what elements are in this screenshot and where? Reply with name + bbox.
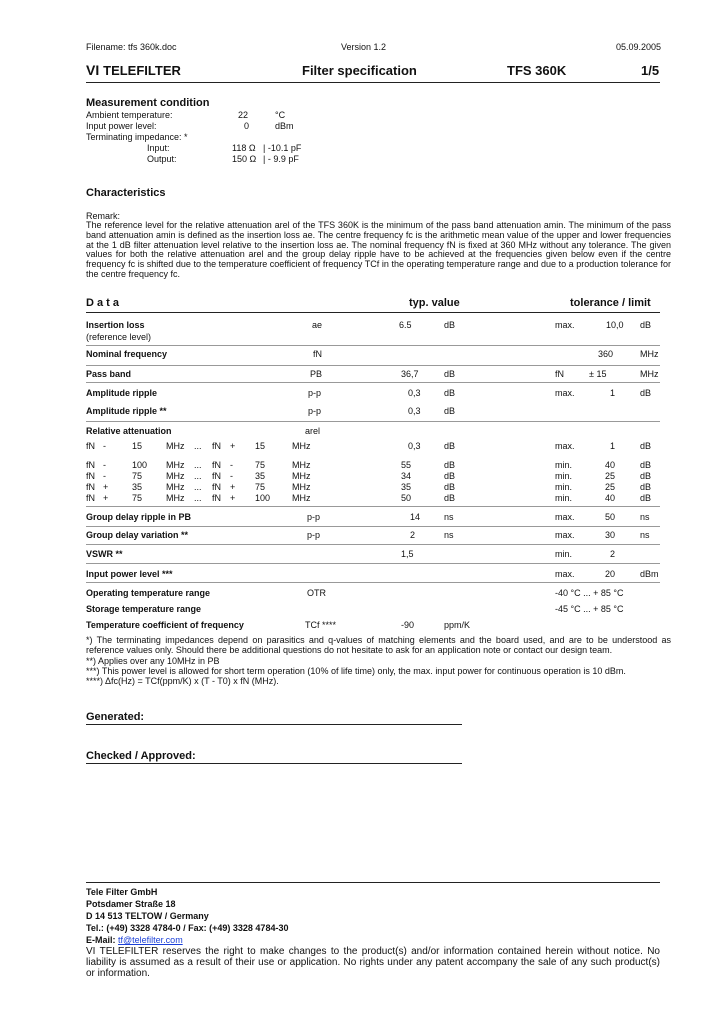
rel-atten-op1: -	[103, 441, 106, 451]
rel-atten-u2: MHz	[292, 482, 311, 492]
rel-atten-op2: -	[230, 460, 233, 470]
rel-atten-b: fN	[212, 482, 221, 492]
rel-atten-a: fN	[86, 441, 95, 451]
ambient-temp-value: 22	[238, 110, 249, 120]
rel-atten-u1: MHz	[166, 471, 185, 481]
rel-atten-n1: 100	[132, 460, 148, 470]
row-rule	[86, 365, 660, 366]
footer-email	[86, 935, 183, 945]
typ-unit: dB	[444, 320, 456, 330]
rel-atten-u2: MHz	[292, 471, 311, 481]
param-label: Nominal frequency	[86, 349, 168, 359]
row2-tval: 2	[610, 549, 616, 559]
remark-label: Remark:	[86, 211, 121, 221]
row2-tval: 50	[605, 512, 616, 522]
rel-atten-n2: 35	[255, 471, 266, 481]
typ-value-header: typ. value	[409, 297, 460, 309]
rel-atten-tval: 40	[605, 493, 616, 503]
remark-paragraph: The reference level for the relative attenuation arel of the TFS 360K is the minimum of the pass band attenuation amin. The minimum of the pass band attenuation amin is defined as the insertion loss ae. The centre frequency fc is the arithmetic mean value of the upper and lower frequencies at the 1 dB filter attenuation level relative to the insertion loss ae. The nominal frequency fN is fixed at 360 MHz without any tolerance. The given values for both the relative attenuation arel and the group delay ripple have to be achieved at the frequencies given below even if the centre frequency fc is shifted due to the temperature coefficient of frequency TCf in the operating temperature range and due to a production tolerance for the centre frequency fc.	[86, 220, 671, 279]
tolerance-header: tolerance / limit	[570, 297, 651, 309]
rel-atten-op1: +	[103, 482, 109, 492]
row2-label: Group delay variation **	[86, 530, 189, 540]
row2-tval: -40 °C ... + 85 °C	[555, 588, 624, 598]
param-symbol: p-p	[308, 388, 322, 398]
rel-atten-u1: MHz	[166, 482, 185, 492]
row2-unit: ppm/K	[444, 620, 471, 630]
rel-atten-unit: dB	[444, 493, 456, 503]
input-power-unit: dBm	[275, 121, 294, 131]
typ-unit: dB	[444, 369, 456, 379]
row2-unit: ns	[444, 530, 454, 540]
param-symbol: PB	[310, 369, 323, 379]
param-label: Pass band	[86, 369, 132, 379]
rel-atten-tunit: dB	[640, 441, 652, 451]
rel-atten-typ: 34	[401, 471, 412, 481]
row2-label: VSWR **	[86, 549, 123, 559]
product-code: TFS 360K	[507, 63, 567, 78]
table-row	[0, 349, 720, 361]
row2-tval: 30	[605, 530, 616, 540]
rel-atten-a: fN	[86, 471, 95, 481]
rel-atten-b: fN	[212, 493, 221, 503]
generated-label: Generated:	[86, 711, 145, 723]
rel-atten-n2: 100	[255, 493, 271, 503]
row2-lim: min.	[555, 549, 573, 559]
limit-unit: dB	[640, 320, 652, 330]
rel-atten-u1: MHz	[166, 441, 185, 451]
rel-atten-op1: -	[103, 460, 106, 470]
checked-label: Checked / Approved:	[86, 750, 196, 762]
characteristics-heading: Characteristics	[86, 187, 166, 199]
row2-label: Storage temperature range	[86, 604, 202, 614]
row-rule	[86, 345, 660, 346]
email-label: E-Mail:	[86, 935, 116, 945]
table-row	[0, 512, 720, 524]
impedance-input-cap: | -10.1 pF	[263, 143, 302, 153]
limit-type: max.	[555, 320, 575, 330]
limit-value: 1	[610, 388, 616, 398]
rel-atten-n2: 15	[255, 441, 266, 451]
typ-unit: dB	[444, 406, 456, 416]
rel-atten-tunit: dB	[640, 471, 652, 481]
table-row	[0, 569, 720, 581]
rel-atten-tunit: dB	[640, 460, 652, 470]
page-number: 1/5	[641, 63, 660, 78]
row-rule	[86, 544, 660, 545]
rel-atten-lim: min.	[555, 482, 573, 492]
rel-atten-row	[0, 441, 720, 453]
row-rule	[86, 526, 660, 527]
limit-value: ± 15	[589, 369, 607, 379]
limit-unit: MHz	[640, 349, 659, 359]
row2-tunit: dBm	[640, 569, 659, 579]
rel-atten-typ: 50	[401, 493, 412, 503]
rel-atten-u2: MHz	[292, 441, 311, 451]
row-rule	[86, 506, 660, 507]
rel-atten-dots: ...	[194, 471, 202, 481]
footer-company: Tele Filter GmbH	[86, 887, 158, 897]
table-row	[0, 320, 720, 332]
rel-atten-unit: dB	[444, 460, 456, 470]
rel-atten-tunit: dB	[640, 493, 652, 503]
rel-atten-unit: dB	[444, 482, 456, 492]
data-header-rule	[86, 312, 660, 313]
typ-value: 0,3	[408, 388, 421, 398]
date-text: 05.09.2005	[616, 42, 662, 52]
rel-atten-b: fN	[212, 460, 221, 470]
footnote-4: ****) Δfc(Hz) = TCf(ppm/K) x (T - T0) x fN (MHz).	[86, 676, 279, 686]
footnote-3: ***) This power level is allowed for short term operation (10% of life time) only, the max. input power for continuous operation is 10 dBm.	[86, 666, 626, 676]
email-link[interactable]: tf@telefilter.com	[118, 935, 183, 945]
table-row	[0, 530, 720, 542]
table-row	[0, 426, 720, 438]
rel-atten-lim: min.	[555, 471, 573, 481]
rel-atten-n2: 75	[255, 460, 266, 470]
rel-atten-dots: ...	[194, 460, 202, 470]
row2-lim: max.	[555, 530, 575, 540]
row2-sym: OTR	[307, 588, 326, 598]
footnote-2: **) Applies over any 10MHz in PB	[86, 656, 220, 666]
rel-atten-op2: +	[230, 493, 236, 503]
table-row	[0, 369, 720, 381]
footer-rule	[86, 882, 660, 883]
table-row	[0, 549, 720, 561]
row2-typ: 1,5	[401, 549, 414, 559]
row-rule	[86, 563, 660, 564]
row2-typ: 2	[410, 530, 416, 540]
rel-atten-dots: ...	[194, 482, 202, 492]
rel-atten-b: fN	[212, 441, 221, 451]
rel-atten-n1: 35	[132, 482, 143, 492]
limit-unit: MHz	[640, 369, 659, 379]
rel-atten-op2: +	[230, 441, 236, 451]
input-power-label: Input power level:	[86, 121, 157, 131]
rel-atten-n1: 75	[132, 493, 143, 503]
table-row	[0, 588, 720, 600]
rel-atten-dots: ...	[194, 441, 202, 451]
rel-atten-unit: dB	[444, 471, 456, 481]
rel-atten-typ: 35	[401, 482, 412, 492]
param-label: Relative attenuation	[86, 426, 172, 436]
rel-atten-u1: MHz	[166, 493, 185, 503]
rel-atten-dots: ...	[194, 493, 202, 503]
footer-street: Potsdamer Straße 18	[86, 899, 176, 909]
ambient-temp-unit: °C	[275, 110, 286, 120]
rel-atten-op2: +	[230, 482, 236, 492]
param-label: Amplitude ripple	[86, 388, 158, 398]
rel-atten-op2: -	[230, 471, 233, 481]
rel-atten-typ: 0,3	[408, 441, 421, 451]
rel-atten-tunit: dB	[640, 482, 652, 492]
rel-atten-op1: +	[103, 493, 109, 503]
measurement-heading: Measurement condition	[86, 97, 210, 109]
row2-typ: 14	[410, 512, 421, 522]
footer-disclaimer: VI TELEFILTER reserves the right to make changes to the product(s) and/or information contained herein without notice. No liability is assumed as a result of their use or application. No rights under any patent accompany the sale of any such product(s) or information.	[86, 946, 660, 979]
rel-atten-n2: 75	[255, 482, 266, 492]
row2-label: Group delay ripple in PB	[86, 512, 192, 522]
limit-type: fN	[555, 369, 564, 379]
param-symbol: arel	[305, 426, 321, 436]
typ-value: 6.5	[399, 320, 412, 330]
rel-atten-a: fN	[86, 482, 95, 492]
rel-atten-typ: 55	[401, 460, 412, 470]
limit-unit: dB	[640, 388, 652, 398]
impedance-output-cap: | - 9.9 pF	[263, 154, 299, 164]
typ-value: 36,7	[401, 369, 419, 379]
rel-atten-b: fN	[212, 471, 221, 481]
table-row	[0, 406, 720, 418]
rel-atten-a: fN	[86, 460, 95, 470]
row2-label: Operating temperature range	[86, 588, 211, 598]
generated-signature-line	[86, 724, 462, 725]
row2-label: Temperature coefficient of frequency	[86, 620, 244, 630]
row2-tval: -45 °C ... + 85 °C	[555, 604, 624, 614]
header-rule	[86, 82, 660, 83]
ambient-temp-label: Ambient temperature:	[86, 110, 173, 120]
rel-atten-tval: 1	[610, 441, 616, 451]
limit-type: max.	[555, 388, 575, 398]
logo-mark: VI	[86, 62, 100, 78]
row-rule	[86, 421, 660, 422]
rel-atten-tval: 25	[605, 482, 616, 492]
rel-atten-u2: MHz	[292, 460, 311, 470]
rel-atten-lim: max.	[555, 441, 575, 451]
input-power-value: 0	[244, 121, 250, 131]
limit-value: 360	[598, 349, 614, 359]
rel-atten-row	[0, 493, 720, 505]
row2-tval: 20	[605, 569, 616, 579]
row-rule	[86, 382, 660, 383]
typ-value: 0,3	[408, 406, 421, 416]
row2-lim: max.	[555, 512, 575, 522]
row2-label: Input power level ***	[86, 569, 173, 579]
row2-sym: p-p	[307, 530, 321, 540]
filename-text: Filename: tfs 360k.doc	[86, 42, 177, 52]
impedance-output-label: Output:	[147, 154, 177, 164]
doc-title: Filter specification	[302, 63, 417, 78]
table-row	[0, 604, 720, 616]
impedance-input-value: 118 Ω	[232, 143, 256, 153]
checked-signature-line	[86, 763, 462, 764]
limit-value: 10,0	[606, 320, 624, 330]
rel-atten-unit: dB	[444, 441, 456, 451]
table-row	[0, 388, 720, 400]
param-symbol: fN	[313, 349, 322, 359]
param-label: Insertion loss	[86, 320, 145, 330]
impedance-label: Terminating impedance: *	[86, 132, 188, 142]
rel-atten-n1: 15	[132, 441, 143, 451]
rel-atten-u1: MHz	[166, 460, 185, 470]
row2-sym: p-p	[307, 512, 321, 522]
footnote-1: *) The terminating impedances depend on parasitics and q-values of matching elements and the board used, and are to be understood as reference values only. Should there be additional questions do not hesitate to ask for an application note or contact our design team.	[86, 635, 671, 655]
company-logo	[86, 62, 181, 78]
company-name: TELEFILTER	[103, 63, 181, 78]
impedance-input-label: Input:	[147, 143, 170, 153]
typ-unit: dB	[444, 388, 456, 398]
param-symbol: p-p	[308, 406, 322, 416]
version-text: Version 1.2	[341, 42, 387, 52]
rel-atten-u2: MHz	[292, 493, 311, 503]
table-row	[0, 620, 720, 632]
row2-lim: max.	[555, 569, 575, 579]
rel-atten-n1: 75	[132, 471, 143, 481]
rel-atten-tval: 25	[605, 471, 616, 481]
param-label: Amplitude ripple **	[86, 406, 167, 416]
rel-atten-lim: min.	[555, 493, 573, 503]
row2-typ: -90	[401, 620, 415, 630]
param-symbol: ae	[312, 320, 323, 330]
row2-sym: TCf ****	[305, 620, 337, 630]
rel-atten-op1: -	[103, 471, 106, 481]
rel-atten-a: fN	[86, 493, 95, 503]
row2-tunit: ns	[640, 512, 650, 522]
footer-phone: Tel.: (+49) 3328 4784-0 / Fax: (+49) 3328 4784-30	[86, 923, 289, 933]
impedance-output-value: 150 Ω	[232, 154, 257, 164]
row-rule	[86, 582, 660, 583]
param-sublabel: (reference level)	[86, 332, 152, 342]
row2-tunit: ns	[640, 530, 650, 540]
data-title: D a t a	[86, 297, 120, 309]
footer-city: D 14 513 TELTOW / Germany	[86, 911, 209, 921]
rel-atten-tval: 40	[605, 460, 616, 470]
rel-atten-lim: min.	[555, 460, 573, 470]
row2-unit: ns	[444, 512, 454, 522]
